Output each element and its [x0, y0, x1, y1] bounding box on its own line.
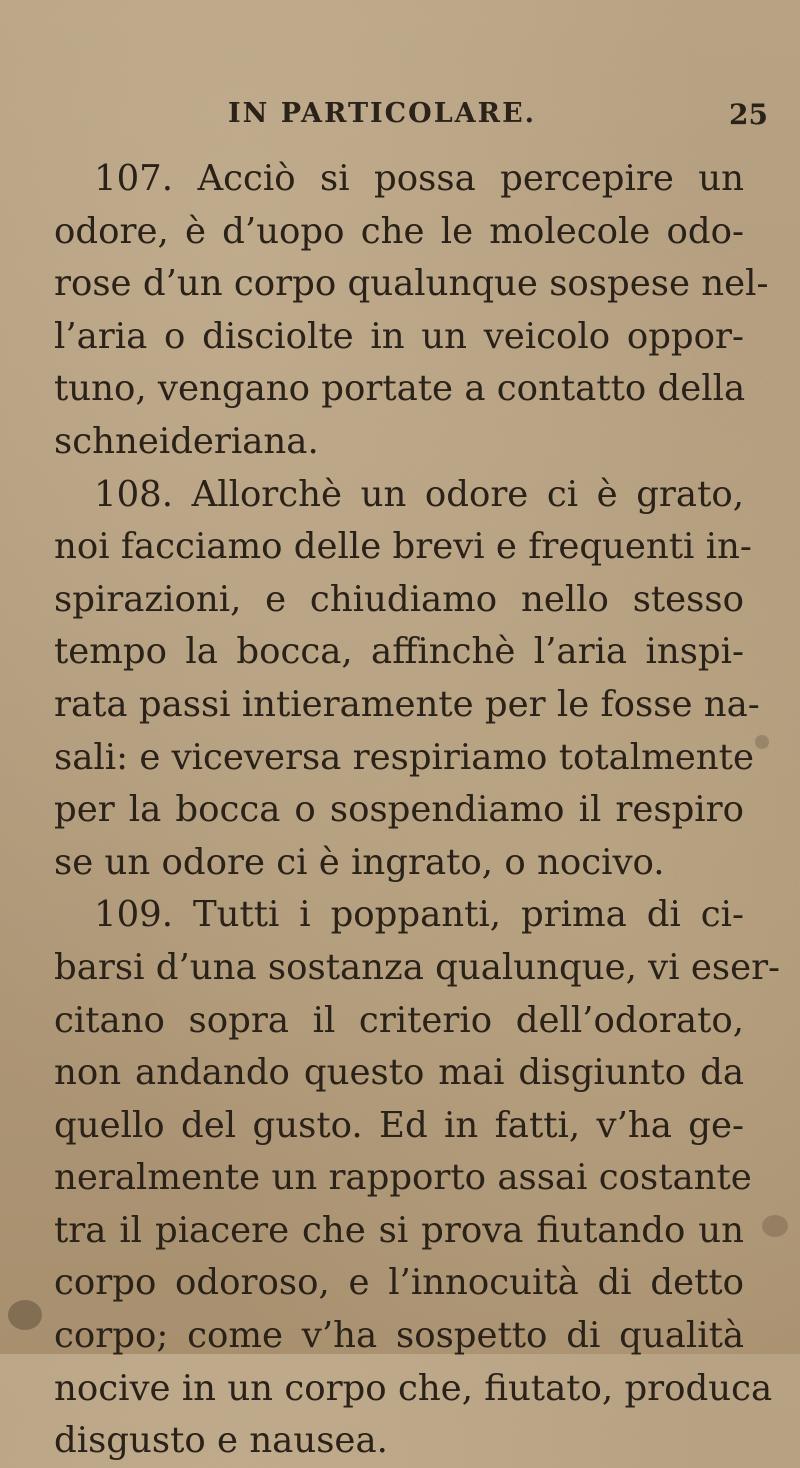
- paper-stain: [755, 735, 769, 749]
- paragraph-109-line: disgusto e nausea.: [54, 1420, 388, 1462]
- running-title: IN PARTICOLARE.: [228, 98, 537, 129]
- paragraph-107-line: l’aria o disciolte in un veicolo oppor-: [54, 315, 744, 357]
- paragraph-108-line: sali: e viceversa respiriamo totalmente: [54, 736, 754, 778]
- paragraph-109-line: non andando questo mai disgiunto da: [54, 1052, 744, 1094]
- running-head: [228, 98, 788, 138]
- body-text: [54, 153, 781, 1468]
- paper-stain: [762, 1215, 788, 1237]
- paragraph-109-line: 109. Tutti i poppanti, prima di ci-: [94, 894, 744, 936]
- paragraph-107-line: schneideriana.: [54, 420, 319, 462]
- paragraph-107-line: 107. Acciò si possa percepire un: [94, 158, 744, 199]
- page-number: 25: [729, 98, 768, 131]
- paragraph-108-line: tempo la bocca, affinchè l’aria inspi-: [54, 631, 744, 673]
- paragraph-109-line: citano sopra il criterio dell’odorato,: [54, 999, 744, 1041]
- paper-stain: [8, 1300, 42, 1330]
- paragraph-108-line: per la bocca o sospendiamo il respiro: [54, 789, 744, 831]
- paragraph-109-line: corpo; come v’ha sospetto di qualità: [54, 1315, 744, 1357]
- paragraph-108-line: 108. Allorchè un odore ci è grato,: [94, 473, 744, 515]
- paragraph-107-line: odore, è d’uopo che le molecole odo-: [54, 210, 744, 252]
- paragraph-108-line: noi facciamo delle brevi e frequenti in-: [54, 526, 752, 568]
- paragraph-109-line: corpo odoroso, e l’innocuità di detto: [54, 1262, 744, 1304]
- paragraph-109-line: barsi d’una sostanza qualunque, vi eser-: [54, 946, 781, 988]
- paragraph-109-line: neralmente un rapporto assai costante: [54, 1157, 752, 1199]
- paragraph-107-line: rose d’un corpo qualunque sospese nel-: [54, 263, 769, 305]
- paragraph-108-line: se un odore ci è ingrato, o nocivo.: [54, 841, 665, 883]
- paragraph-109-line: quello del gusto. Ed in fatti, v’ha ge-: [54, 1104, 744, 1146]
- paragraph-108-line: spirazioni, e chiudiamo nello stesso: [54, 578, 744, 620]
- paragraph-107-line: tuno, vengano portate a contatto della: [54, 368, 746, 410]
- paragraph-108-line: rata passi intieramente per le fosse na-: [54, 683, 760, 725]
- paragraph-109-line: nocive in un corpo che, fiutato, produca: [54, 1367, 773, 1409]
- paragraph-109-line: tra il piacere che si prova fiutando un: [54, 1209, 744, 1251]
